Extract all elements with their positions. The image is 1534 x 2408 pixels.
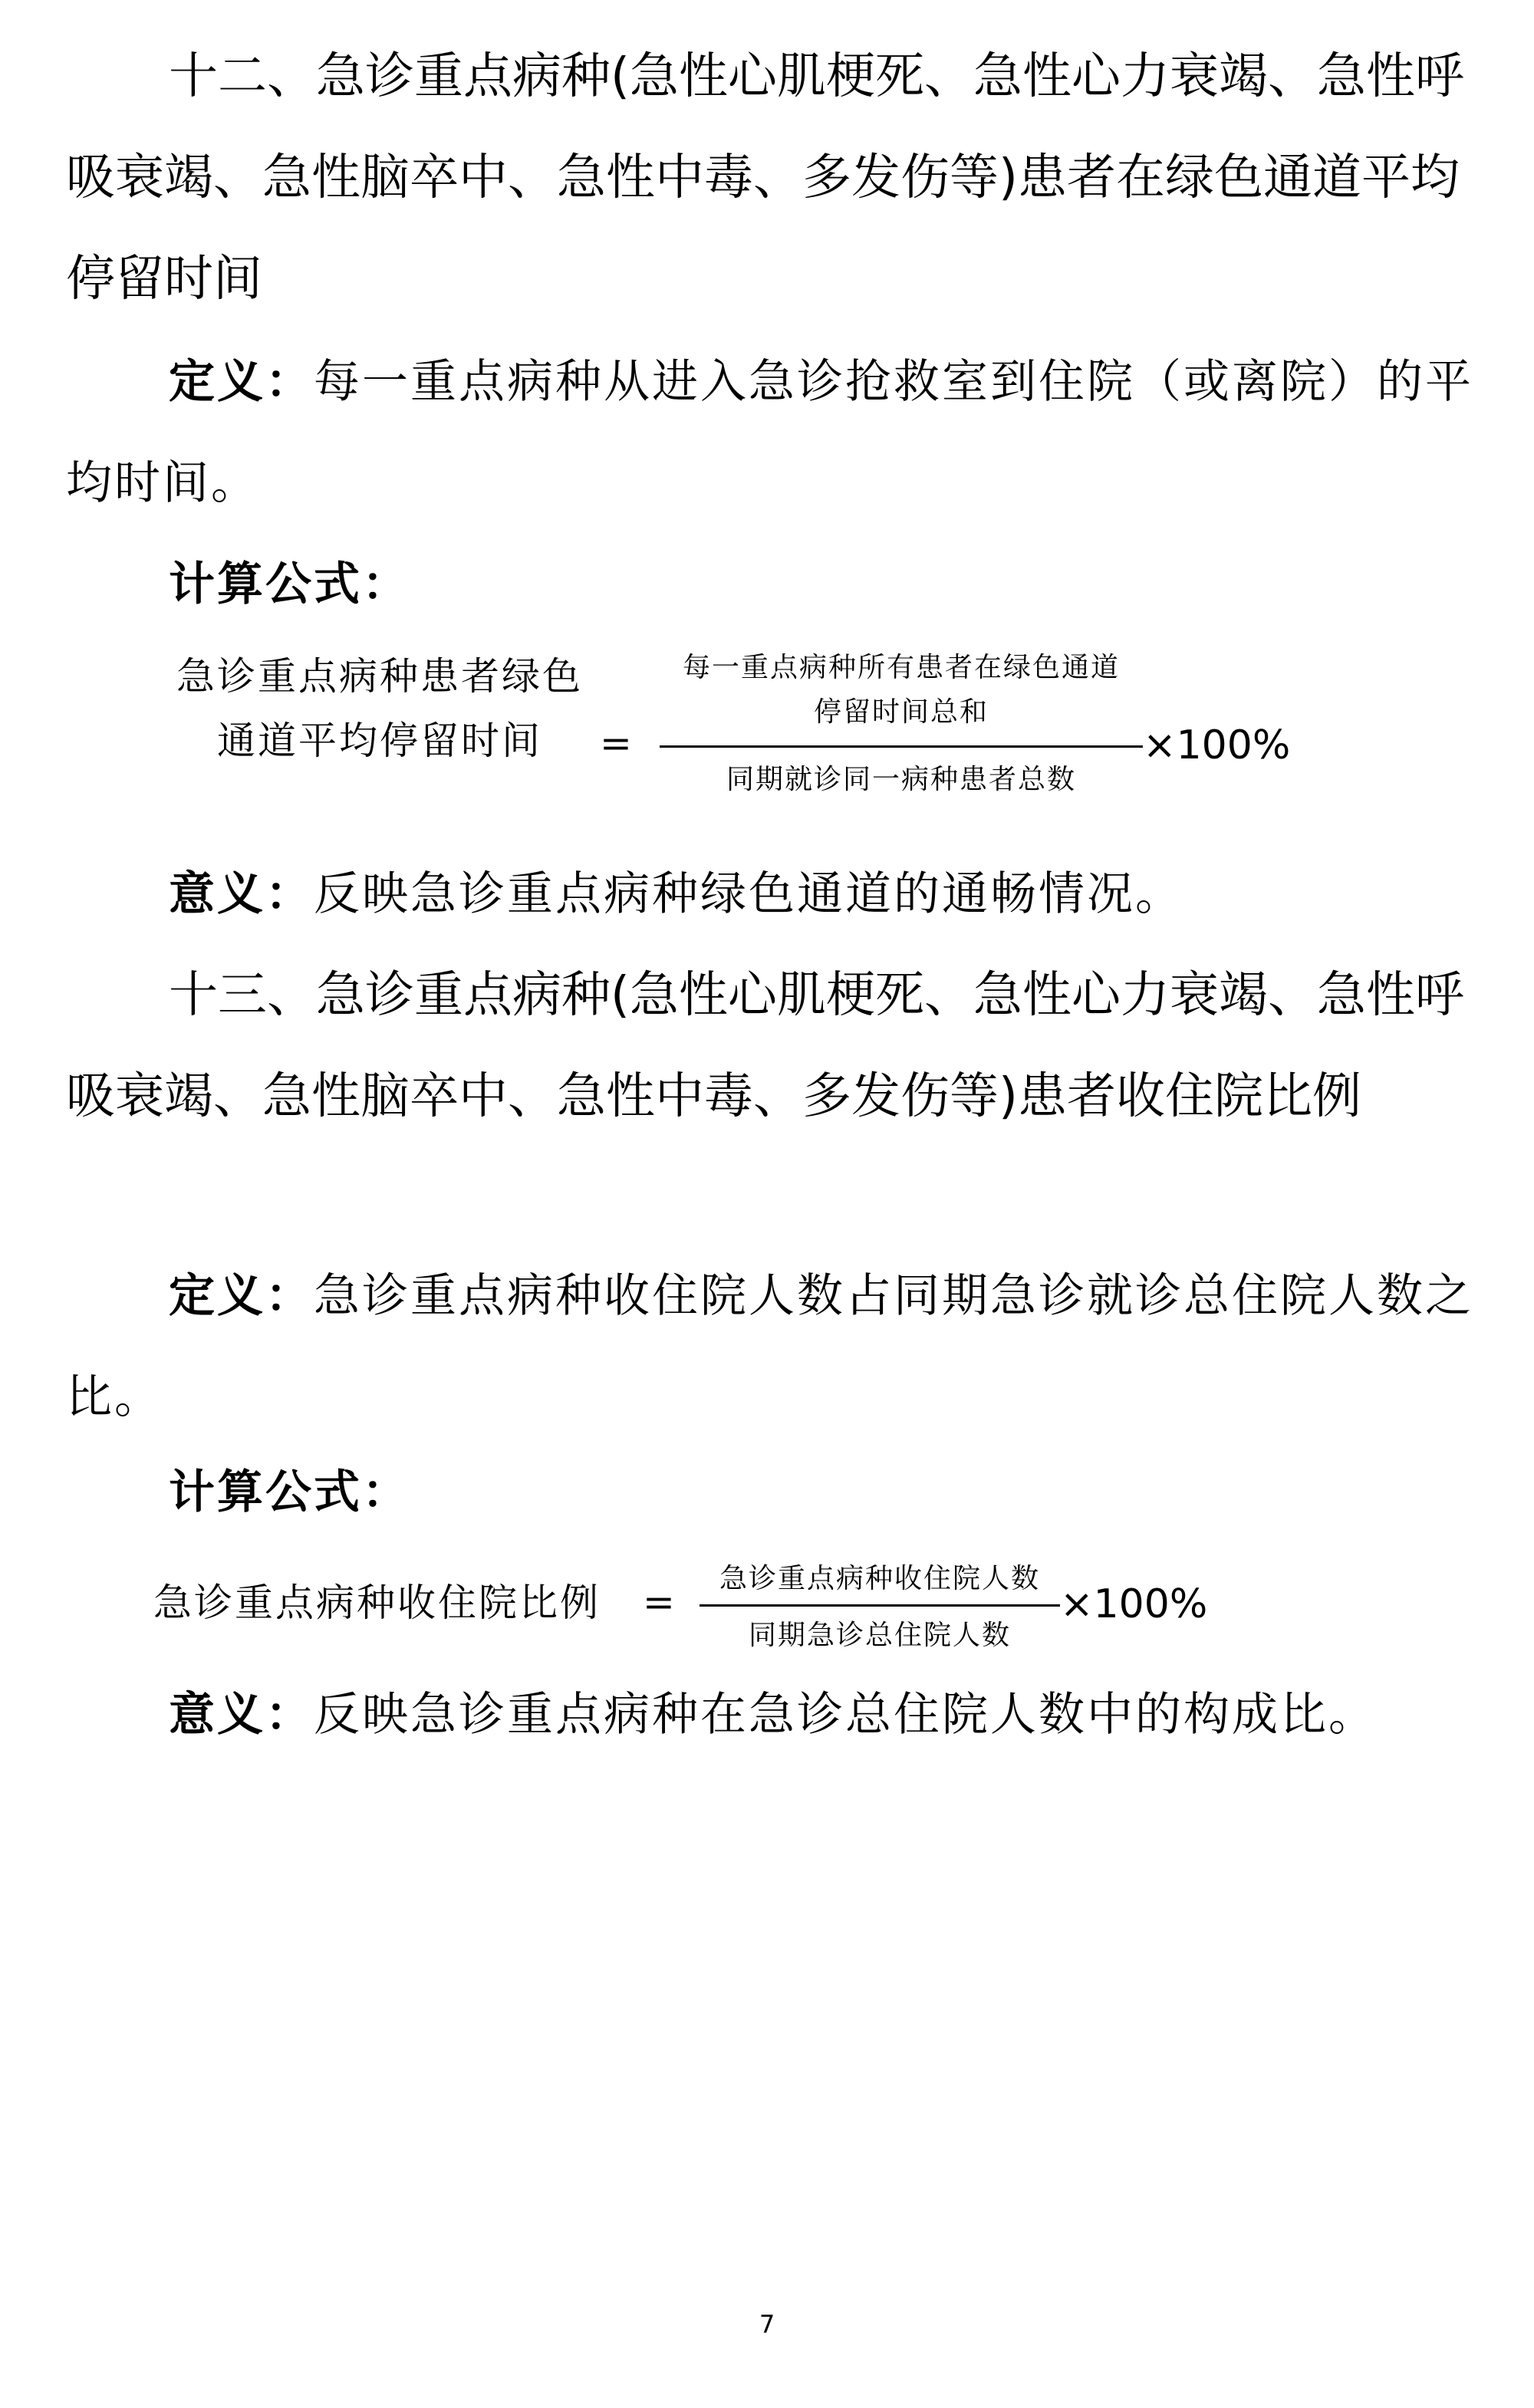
formula-equals: = xyxy=(600,721,632,765)
meaning-label: 意义： xyxy=(169,867,314,921)
section-13-heading: 十三、急诊重点病种(急性心肌梗死、急性心力衰竭、急性呼吸衰竭、急性脑卒中、急性中毒、多发伤等)患者收住院比例 xyxy=(66,967,1464,1125)
formula-label: 计算公式： xyxy=(169,1466,410,1519)
section-12-definition xyxy=(66,331,1477,534)
formula-numerator xyxy=(700,1557,1060,1601)
meaning-text: 反映急诊重点病种绿色通道的通畅情况。 xyxy=(314,867,1183,921)
section-13-formula-label xyxy=(66,1442,1477,1543)
section-12-formula xyxy=(0,637,1534,821)
formula-denominator: 同期急诊总住院人数 xyxy=(748,1620,1011,1651)
definition-text: 急诊重点病种收住院人数占同期急诊就诊总住院人数之比。 xyxy=(66,1269,1473,1424)
definition-label: 定义： xyxy=(169,355,314,409)
formula-denominator: 同期就诊同一病种患者总数 xyxy=(726,764,1076,795)
formula-lhs xyxy=(153,644,606,773)
formula-equals: = xyxy=(643,1580,675,1624)
section-13-formula xyxy=(0,1557,1534,1656)
section-13-definition xyxy=(66,1245,1477,1448)
definition-label: 定义： xyxy=(169,1269,314,1323)
formula-multiplier: ×100% xyxy=(1060,1581,1208,1627)
formula-multiplier: ×100% xyxy=(1143,722,1291,768)
formula-numerator-text: 急诊重点病种收住院人数 xyxy=(719,1563,1040,1594)
section-12-formula-label xyxy=(66,534,1477,635)
meaning-label: 意义： xyxy=(169,1688,314,1742)
section-12-meaning xyxy=(66,844,1477,945)
fraction-bar xyxy=(700,1604,1060,1607)
formula-numerator-line1: 每一重点病种所有患者在绿色通道 xyxy=(682,652,1120,683)
meaning-text: 反映急诊重点病种在急诊总住院人数中的构成比。 xyxy=(314,1688,1377,1742)
formula-lhs: 急诊重点病种收住院比例 xyxy=(153,1581,601,1625)
formula-lhs-line2: 通道平均停留时间 xyxy=(217,719,542,763)
formula-lhs-line1: 急诊重点病种患者绿色 xyxy=(176,654,583,699)
section-13-meaning xyxy=(66,1664,1477,1765)
formula-label: 计算公式： xyxy=(169,558,410,611)
section-12-heading: 十二、急诊重点病种(急性心肌梗死、急性心力衰竭、急性呼吸衰竭、急性脑卒中、急性中毒、多发伤等)患者在绿色通道平均停留时间 xyxy=(66,48,1464,308)
formula-numerator xyxy=(660,646,1143,735)
definition-text: 每一重点病种从进入急诊抢救室到住院（或离院）的平均时间。 xyxy=(66,355,1473,510)
formula-numerator-line2: 停留时间总和 xyxy=(813,696,989,728)
fraction-bar xyxy=(660,745,1143,748)
page-number: 7 xyxy=(759,2310,775,2339)
